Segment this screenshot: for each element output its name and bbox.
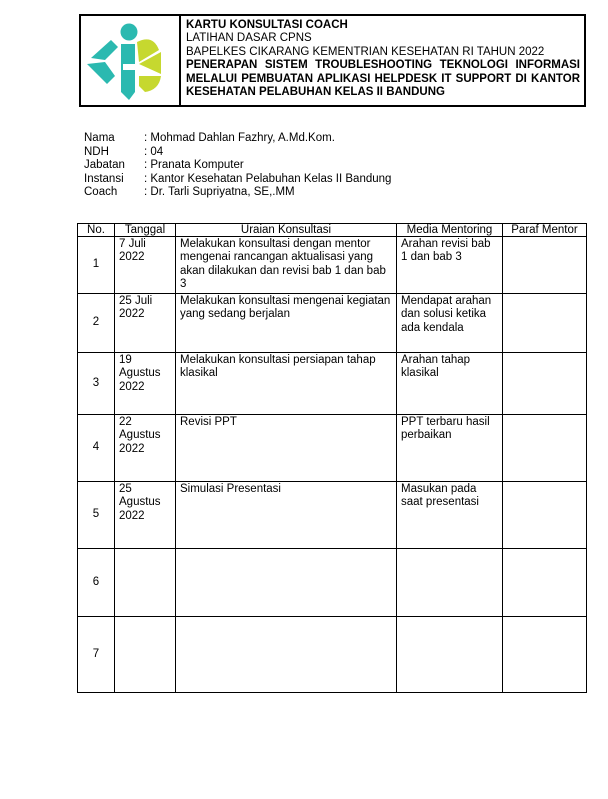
cell-media: PPT terbaru hasil perbaikan [397, 415, 503, 482]
cell-paraf [503, 353, 587, 415]
card-header [79, 14, 586, 107]
cell-media: Masukan pada saat presentasi [397, 482, 503, 549]
table-row [78, 549, 587, 617]
header-line-3: BAPELKES CIKARANG KEMENTRIAN KESEHATAN RI TAHUN 2022 [186, 45, 545, 58]
cell-paraf [503, 237, 587, 294]
info-label: NDH [84, 145, 109, 158]
info-row-ndh [84, 146, 391, 160]
info-value: : Kantor Kesehatan Pelabuhan Kelas II Bandung [144, 172, 392, 185]
info-value: : 04 [144, 145, 164, 158]
cell-media [397, 549, 503, 617]
cell-tanggal: 22 Agustus 2022 [115, 415, 176, 482]
kemenkes-logo-icon [85, 20, 171, 102]
info-row-instansi [84, 173, 391, 187]
info-label: Jabatan [84, 159, 125, 172]
header-title-2: MELALUI PEMBUATAN APLIKASI HELPDESK IT SUPPORT DI KANTOR [186, 72, 580, 85]
cell-uraian [176, 617, 397, 693]
info-value: : Dr. Tarli Supriyatna, SE,.MM [144, 186, 295, 199]
cell-uraian: Simulasi Presentasi [176, 482, 397, 549]
cell-paraf [503, 617, 587, 693]
cell-media [397, 617, 503, 693]
table-row [78, 617, 587, 693]
table-header-row [78, 224, 587, 237]
cell-paraf [503, 482, 587, 549]
header-line-2: LATIHAN DASAR CPNS [186, 32, 312, 45]
cell-no: 7 [78, 617, 115, 693]
cell-paraf [503, 415, 587, 482]
info-label: Instansi [84, 172, 124, 185]
cell-tanggal: 25 Agustus 2022 [115, 482, 176, 549]
header-no: No. [78, 224, 115, 237]
header-title-1: PENERAPAN SISTEM TROUBLESHOOTING TEKNOLOGI INFORMASI [186, 59, 580, 72]
cell-no: 2 [78, 294, 115, 353]
info-row-nama [84, 132, 391, 146]
header-media: Media Mentoring [397, 224, 503, 237]
participant-info [84, 132, 391, 200]
cell-no: 6 [78, 549, 115, 617]
cell-media: Arahan revisi bab 1 dan bab 3 [397, 237, 503, 294]
header-text [181, 16, 584, 105]
cell-uraian: Revisi PPT [176, 415, 397, 482]
info-value: : Pranata Komputer [144, 159, 244, 172]
consultation-table [77, 223, 587, 693]
cell-tanggal [115, 549, 176, 617]
cell-media: Arahan tahap klasikal [397, 353, 503, 415]
info-label: Coach [84, 186, 118, 199]
header-line-1: KARTU KONSULTASI COACH [186, 19, 348, 31]
table-row [78, 294, 587, 353]
table-row [78, 353, 587, 415]
info-value: : Mohmad Dahlan Fazhry, A.Md.Kom. [144, 132, 335, 144]
table-row [78, 415, 587, 482]
cell-no: 5 [78, 482, 115, 549]
cell-uraian: Melakukan konsultasi dengan mentor mengenai rancangan aktualisasi yang akan dilakukan dan revisi bab 1 dan bab 3 [176, 237, 397, 294]
cell-tanggal: 25 Juli 2022 [115, 294, 176, 353]
cell-no: 3 [78, 353, 115, 415]
table-row [78, 237, 587, 294]
cell-tanggal: 19 Agustus 2022 [115, 353, 176, 415]
cell-no: 4 [78, 415, 115, 482]
cell-uraian: Melakukan konsultasi mengenai kegiatan yang sedang berjalan [176, 294, 397, 353]
header-tanggal: Tanggal [115, 224, 176, 237]
table-row [78, 482, 587, 549]
cell-media: Mendapat arahan dan solusi ketika ada kendala [397, 294, 503, 353]
header-title-3: KESEHATAN PELABUHAN KELAS II BANDUNG [186, 86, 445, 99]
cell-no: 1 [78, 237, 115, 294]
cell-uraian: Melakukan konsultasi persiapan tahap klasikal [176, 353, 397, 415]
info-row-jabatan [84, 159, 391, 173]
cell-paraf [503, 549, 587, 617]
header-uraian: Uraian Konsultasi [176, 224, 397, 237]
cell-paraf [503, 294, 587, 353]
cell-tanggal [115, 617, 176, 693]
info-label: Nama [84, 132, 115, 144]
logo-cell [81, 16, 181, 105]
cell-uraian [176, 549, 397, 617]
info-row-coach [84, 186, 391, 200]
header-paraf: Paraf Mentor [503, 224, 587, 237]
cell-tanggal: 7 Juli 2022 [115, 237, 176, 294]
